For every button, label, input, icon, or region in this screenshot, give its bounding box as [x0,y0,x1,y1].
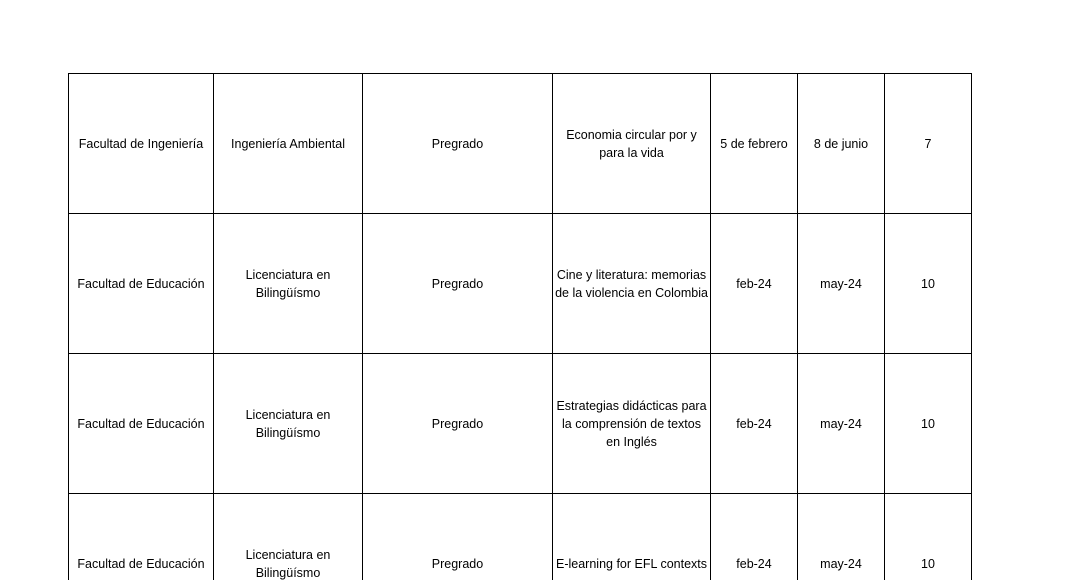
level-cell: Pregrado [363,494,553,580]
program-cell: Licenciatura en Bilingüísmo [214,354,363,494]
course-cell: Estrategias didácticas para la comprensión de textos en Inglés [553,354,711,494]
count-cell: 7 [885,74,972,214]
faculty-cell: Facultad de Educación [69,214,214,354]
level-cell: Pregrado [363,354,553,494]
program-cell: Ingeniería Ambiental [214,74,363,214]
table-row [69,354,972,494]
level-cell: Pregrado [363,74,553,214]
table-row [69,74,972,214]
start-date-cell: 5 de febrero [711,74,798,214]
course-cell: Economia circular por y para la vida [553,74,711,214]
table-row [69,214,972,354]
table-row [69,494,972,580]
course-cell: E-learning for EFL contexts [553,494,711,580]
level-cell: Pregrado [363,214,553,354]
count-cell: 10 [885,354,972,494]
end-date-cell: may-24 [798,214,885,354]
count-cell: 10 [885,494,972,580]
course-cell: Cine y literatura: memorias de la violencia en Colombia [553,214,711,354]
start-date-cell: feb-24 [711,494,798,580]
end-date-cell: 8 de junio [798,74,885,214]
faculty-cell: Facultad de Educación [69,494,214,580]
faculty-cell: Facultad de Ingeniería [69,74,214,214]
end-date-cell: may-24 [798,354,885,494]
program-cell: Licenciatura en Bilingüísmo [214,214,363,354]
courses-table [68,73,972,580]
start-date-cell: feb-24 [711,214,798,354]
faculty-cell: Facultad de Educación [69,354,214,494]
count-cell: 10 [885,214,972,354]
program-cell: Licenciatura en Bilingüísmo [214,494,363,580]
start-date-cell: feb-24 [711,354,798,494]
end-date-cell: may-24 [798,494,885,580]
